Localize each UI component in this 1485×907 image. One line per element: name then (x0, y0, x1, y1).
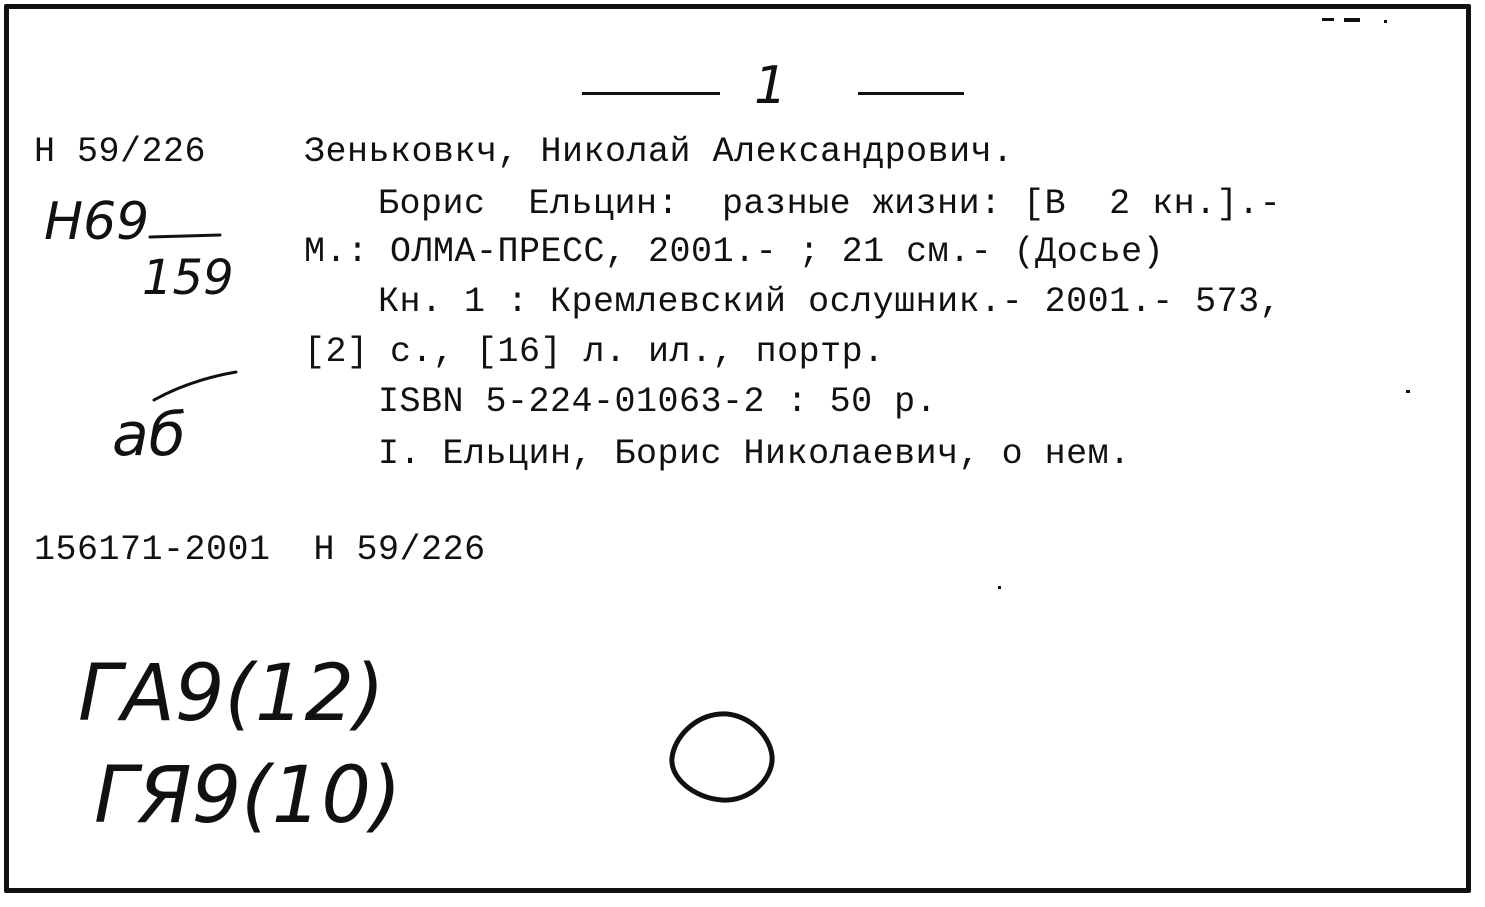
handwritten-shelf-mark-bottom: 159 (142, 250, 234, 306)
number-dash-right (858, 92, 964, 95)
handwritten-code-1: ГА9(12) (78, 649, 385, 739)
author-heading: Зеньковкч, Николай Александрович. (304, 132, 1014, 172)
scan-speck (998, 586, 1001, 589)
scan-speck (1406, 390, 1410, 393)
volume-line-2: [2] с., [16] л. ил., портр. (304, 332, 885, 372)
number-dash-left (582, 92, 720, 95)
isbn-line: ISBN 5-224-01063-2 : 50 р. (378, 382, 938, 422)
scan-speck (1322, 18, 1334, 21)
scan-speck (1344, 18, 1360, 22)
card-number-text: 1 (754, 56, 788, 116)
call-number: Н 59/226 (34, 132, 207, 172)
accession-line: 156171-2001 Н 59/226 (34, 530, 486, 570)
card-number (582, 58, 972, 118)
subject-line: I. Ельцин, Борис Николаевич, о нем. (378, 434, 1131, 474)
scan-speck (1384, 20, 1387, 23)
title-line-1: Борис Ельцин: разные жизни: [В 2 кн.].- (378, 184, 1282, 224)
volume-line-1: Кн. 1 : Кремлевский ослушник.- 2001.- 573, (378, 282, 1282, 322)
shelf-mark-fraction-bar (148, 232, 224, 242)
handwritten-code-2: ГЯ9(10) (94, 751, 402, 841)
punch-hole-circle (664, 708, 780, 808)
handwritten-shelf-mark-top: Н69 (44, 192, 150, 252)
imprint-line: М.: ОЛМА-ПРЕСС, 2001.- ; 21 см.- (Досье) (304, 232, 1165, 272)
handwritten-note: аб (112, 400, 186, 470)
